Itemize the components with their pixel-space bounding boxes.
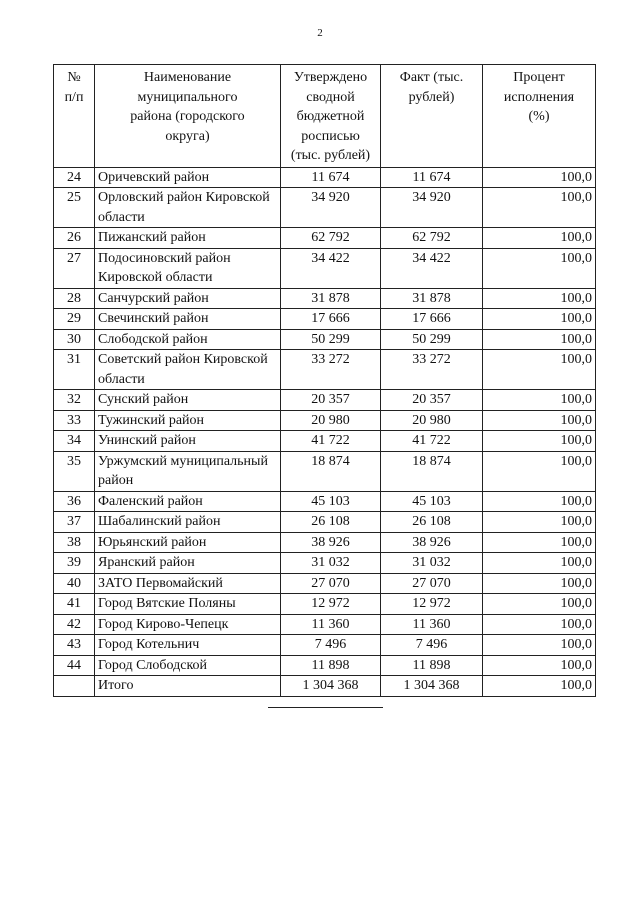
header-name: Наименование муниципального района (городского округа): [95, 65, 281, 168]
row-approved: 11 360: [281, 614, 381, 635]
table-row: [54, 248, 596, 288]
row-name: Юрьянский район: [95, 532, 281, 553]
row-name: Город Котельнич: [95, 635, 281, 656]
row-approved: 50 299: [281, 329, 381, 350]
header-num: № п/п: [54, 65, 95, 168]
row-approved: 31 032: [281, 553, 381, 574]
row-approved: 20 980: [281, 410, 381, 431]
table-row: [54, 451, 596, 491]
table-row: [54, 594, 596, 615]
row-name: Город Слободской: [95, 655, 281, 676]
row-name: Оричевский район: [95, 167, 281, 188]
row-name: Фаленский район: [95, 491, 281, 512]
row-fact: 33 272: [381, 350, 483, 390]
row-approved: 20 357: [281, 390, 381, 411]
row-fact: 20 357: [381, 390, 483, 411]
row-name: Подосиновский район Кировской области: [95, 248, 281, 288]
row-num: 43: [54, 635, 95, 656]
row-num: 28: [54, 288, 95, 309]
row-num: 33: [54, 410, 95, 431]
row-approved: 62 792: [281, 228, 381, 249]
row-percent: 100,0: [483, 655, 596, 676]
row-num: 27: [54, 248, 95, 288]
row-fact: 20 980: [381, 410, 483, 431]
row-approved: 26 108: [281, 512, 381, 533]
row-percent: 100,0: [483, 188, 596, 228]
row-percent: 100,0: [483, 512, 596, 533]
table-row: [54, 655, 596, 676]
row-fact: 41 722: [381, 431, 483, 452]
table-row: [54, 309, 596, 330]
row-percent: 100,0: [483, 329, 596, 350]
row-name: Яранский район: [95, 553, 281, 574]
row-name: Уржумский муниципальный район: [95, 451, 281, 491]
row-name: Унинский район: [95, 431, 281, 452]
table-row: [54, 188, 596, 228]
row-fact: 31 878: [381, 288, 483, 309]
row-approved: 45 103: [281, 491, 381, 512]
row-percent: 100,0: [483, 390, 596, 411]
total-row: [54, 676, 596, 697]
row-name: Орловский район Кировской области: [95, 188, 281, 228]
row-approved: 34 422: [281, 248, 381, 288]
header-fact: Факт (тыс. рублей): [381, 65, 483, 168]
row-fact: 12 972: [381, 594, 483, 615]
row-fact: 17 666: [381, 309, 483, 330]
table-row: [54, 329, 596, 350]
row-num: 30: [54, 329, 95, 350]
row-percent: 100,0: [483, 635, 596, 656]
row-fact: 31 032: [381, 553, 483, 574]
row-percent: 100,0: [483, 451, 596, 491]
row-approved: 12 972: [281, 594, 381, 615]
row-percent: 100,0: [483, 573, 596, 594]
row-num: 35: [54, 451, 95, 491]
total-label: Итого: [95, 676, 281, 697]
row-approved: 33 272: [281, 350, 381, 390]
table-row: [54, 635, 596, 656]
row-percent: 100,0: [483, 532, 596, 553]
table-row: [54, 390, 596, 411]
row-fact: 11 674: [381, 167, 483, 188]
table-row: [54, 350, 596, 390]
row-num: 36: [54, 491, 95, 512]
row-percent: 100,0: [483, 350, 596, 390]
row-num: 38: [54, 532, 95, 553]
header-approved: Утверждено сводной бюджетной росписью (тыс. рублей): [281, 65, 381, 168]
row-name: Тужинский район: [95, 410, 281, 431]
row-percent: 100,0: [483, 614, 596, 635]
row-num: 39: [54, 553, 95, 574]
row-name: Пижанский район: [95, 228, 281, 249]
table-row: [54, 410, 596, 431]
table-row: [54, 553, 596, 574]
row-approved: 18 874: [281, 451, 381, 491]
row-name: Город Кирово-Чепецк: [95, 614, 281, 635]
table-row: [54, 228, 596, 249]
table-row: [54, 431, 596, 452]
row-approved: 11 898: [281, 655, 381, 676]
row-num: 41: [54, 594, 95, 615]
row-fact: 34 422: [381, 248, 483, 288]
row-fact: 18 874: [381, 451, 483, 491]
row-fact: 27 070: [381, 573, 483, 594]
row-percent: 100,0: [483, 410, 596, 431]
row-percent: 100,0: [483, 167, 596, 188]
row-name: ЗАТО Первомайский: [95, 573, 281, 594]
row-name: Свечинский район: [95, 309, 281, 330]
row-num: 24: [54, 167, 95, 188]
row-num: 26: [54, 228, 95, 249]
total-num: [54, 676, 95, 697]
row-name: Слободской район: [95, 329, 281, 350]
row-percent: 100,0: [483, 431, 596, 452]
table-row: [54, 512, 596, 533]
row-fact: 11 898: [381, 655, 483, 676]
row-percent: 100,0: [483, 491, 596, 512]
row-num: 34: [54, 431, 95, 452]
row-num: 40: [54, 573, 95, 594]
row-fact: 7 496: [381, 635, 483, 656]
row-fact: 11 360: [381, 614, 483, 635]
row-name: Советский район Кировской области: [95, 350, 281, 390]
row-approved: 7 496: [281, 635, 381, 656]
row-fact: 45 103: [381, 491, 483, 512]
signature-line: [268, 707, 383, 708]
total-fact: 1 304 368: [381, 676, 483, 697]
table-row: [54, 532, 596, 553]
row-approved: 27 070: [281, 573, 381, 594]
row-fact: 38 926: [381, 532, 483, 553]
row-percent: 100,0: [483, 553, 596, 574]
row-percent: 100,0: [483, 288, 596, 309]
row-percent: 100,0: [483, 228, 596, 249]
table-row: [54, 491, 596, 512]
row-fact: 50 299: [381, 329, 483, 350]
header-percent: Процент исполнения (%): [483, 65, 596, 168]
table-row: [54, 614, 596, 635]
row-name: Сунский район: [95, 390, 281, 411]
budget-execution-table: [53, 64, 596, 697]
row-approved: 34 920: [281, 188, 381, 228]
table-row: [54, 573, 596, 594]
row-percent: 100,0: [483, 309, 596, 330]
row-percent: 100,0: [483, 594, 596, 615]
table-header-row: [54, 65, 596, 168]
row-approved: 41 722: [281, 431, 381, 452]
table-row: [54, 288, 596, 309]
row-approved: 17 666: [281, 309, 381, 330]
row-fact: 62 792: [381, 228, 483, 249]
table-row: [54, 167, 596, 188]
row-name: Город Вятские Поляны: [95, 594, 281, 615]
table-body: [54, 167, 596, 676]
row-num: 32: [54, 390, 95, 411]
row-name: Санчурский район: [95, 288, 281, 309]
row-approved: 38 926: [281, 532, 381, 553]
row-name: Шабалинский район: [95, 512, 281, 533]
row-num: 29: [54, 309, 95, 330]
row-approved: 31 878: [281, 288, 381, 309]
row-num: 42: [54, 614, 95, 635]
row-fact: 26 108: [381, 512, 483, 533]
row-approved: 11 674: [281, 167, 381, 188]
row-num: 37: [54, 512, 95, 533]
page-number: 2: [317, 27, 323, 39]
total-percent: 100,0: [483, 676, 596, 697]
row-percent: 100,0: [483, 248, 596, 288]
row-fact: 34 920: [381, 188, 483, 228]
total-approved: 1 304 368: [281, 676, 381, 697]
row-num: 31: [54, 350, 95, 390]
row-num: 25: [54, 188, 95, 228]
row-num: 44: [54, 655, 95, 676]
